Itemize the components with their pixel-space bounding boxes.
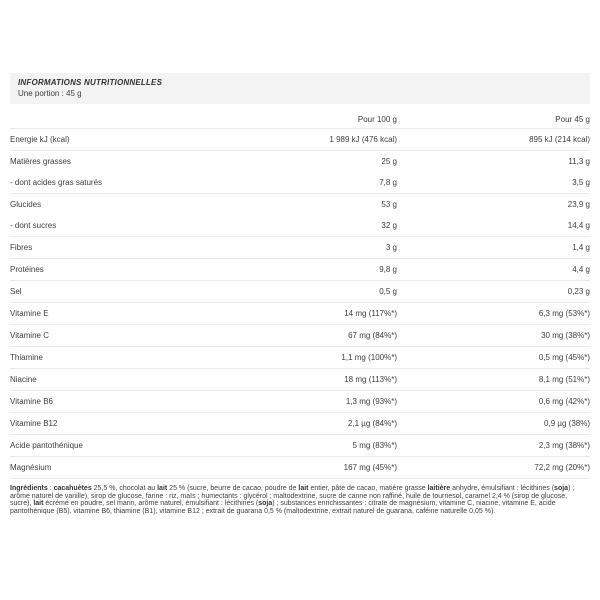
value-per-100g: 5 mg (83%*) xyxy=(352,441,397,450)
table-row xyxy=(10,151,590,172)
value-per-45g: 0,23 g xyxy=(567,287,590,296)
ingredient-bold-term: Ingrédients xyxy=(10,485,48,492)
value-per-100g: 167 mg (45%*) xyxy=(343,463,397,472)
table-row xyxy=(10,457,590,478)
table-row xyxy=(10,435,590,456)
nutrient-label: Sel xyxy=(10,287,22,296)
table-body xyxy=(10,128,590,478)
value-per-100g: 1,3 mg (93%*) xyxy=(345,397,397,406)
value-per-45g: 30 mg (38%*) xyxy=(541,331,590,340)
table-section xyxy=(10,258,590,280)
ingredients-paragraph xyxy=(10,485,590,515)
value-per-100g: 67 mg (84%*) xyxy=(348,331,397,340)
nutrient-label: - dont acides gras saturés xyxy=(10,178,103,187)
value-per-45g: 11,3 g xyxy=(568,157,590,166)
column-header-per-45g: Pour 45 g xyxy=(555,115,590,124)
value-per-45g: 72,2 mg (20%*) xyxy=(534,463,590,472)
value-per-45g: 6,3 mg (53%*) xyxy=(538,309,590,318)
value-per-45g: 8,1 mg (51%*) xyxy=(538,375,590,384)
value-per-45g: 0,9 µg (38%) xyxy=(544,419,590,428)
value-per-100g: 53 g xyxy=(381,200,397,209)
nutrient-label: Fibres xyxy=(10,243,33,252)
value-per-100g: 18 mg (113%*) xyxy=(344,375,397,384)
value-per-100g: 9,8 g xyxy=(379,265,397,274)
table-section xyxy=(10,324,590,346)
value-per-100g: 1,1 mg (100%*) xyxy=(341,353,397,362)
nutrient-label: Glucides xyxy=(10,200,42,209)
value-per-100g: 2,1 µg (84%*) xyxy=(347,419,397,428)
nutrient-label: Matières grasses xyxy=(10,157,71,166)
nutrient-label: Vitamine E xyxy=(10,309,49,318)
nutrient-label: Vitamine C xyxy=(10,331,49,340)
table-section xyxy=(10,368,590,390)
nutrient-label: Acide pantothénique xyxy=(10,441,83,450)
table-section xyxy=(10,302,590,324)
value-per-100g: 32 g xyxy=(381,221,397,230)
nutrition-table xyxy=(10,111,590,479)
value-per-45g: 3,5 g xyxy=(572,178,590,187)
nutrient-label: Vitamine B12 xyxy=(10,419,58,428)
table-row xyxy=(10,325,590,346)
table-section xyxy=(10,456,590,478)
value-per-45g: 4,4 g xyxy=(572,265,590,274)
table-row xyxy=(10,215,590,236)
nutrient-label: Vitamine B6 xyxy=(10,397,53,406)
table-header-row xyxy=(10,111,590,128)
nutrient-label: - dont sucres xyxy=(10,221,57,230)
value-per-45g: 0,5 mg (45%*) xyxy=(538,353,590,362)
table-row xyxy=(10,194,590,215)
ingredient-text: écrémé en poudre, sel marin, arôme naturel, émulsifiant : lécithines ( xyxy=(43,500,259,508)
table-row xyxy=(10,281,590,302)
ingredient-bold-term: soja xyxy=(258,500,273,508)
ingredient-text: anhydre, émulsifiant : lécithines ( xyxy=(450,485,555,492)
value-per-100g: 0,5 g xyxy=(379,287,397,296)
table-row xyxy=(10,129,590,150)
ingredient-text: : xyxy=(47,485,54,492)
value-per-100g: 3 g xyxy=(385,243,397,252)
value-per-45g: 14,4 g xyxy=(567,221,590,230)
ingredient-text: 25 % (sucre, beurre de cacao, poudre de xyxy=(167,485,299,492)
nutrient-label: Magnésium xyxy=(10,463,52,472)
ingredient-bold-term: lait xyxy=(33,500,44,508)
value-per-100g: 7,8 g xyxy=(379,178,397,187)
table-row xyxy=(10,369,590,390)
nutrient-label: Protéines xyxy=(10,265,44,274)
table-section xyxy=(10,346,590,368)
table-section xyxy=(10,434,590,456)
table-section xyxy=(10,236,590,258)
table-row xyxy=(10,237,590,258)
table-section xyxy=(10,128,590,150)
nutrient-label: Niacine xyxy=(10,375,37,384)
value-per-45g: 2,3 mg (38%*) xyxy=(538,441,590,450)
nutrient-label: Energie kJ (kcal) xyxy=(10,135,70,144)
table-row xyxy=(10,303,590,324)
nutrient-label: Thiamine xyxy=(10,353,43,362)
value-per-100g: 14 mg (117%*) xyxy=(344,309,397,318)
table-row xyxy=(10,172,590,193)
table-section xyxy=(10,390,590,412)
table-section xyxy=(10,193,590,236)
ingredient-bold-term: laitière xyxy=(427,485,451,492)
table-section xyxy=(10,412,590,434)
ingredient-text: 25,5 %, chocolat au xyxy=(91,485,158,492)
table-row xyxy=(10,413,590,434)
table-row xyxy=(10,347,590,368)
value-per-45g: 895 kJ (214 kcal) xyxy=(529,135,590,144)
ingredient-text: ) ; arôme naturel de vanille), sirop de glucose, farine : riz, maïs ; humectants : glycérol ; maltodextrine, sucre de canne non raffiné, huile de tournesol, caramel 2,4 % (sirop de glucose, sucre), xyxy=(10,485,575,508)
ingredient-text: ) ; substances enrichissantes : citrate de magnésium, vitamine C, niacine, vitamine E, acide pantothénique (B5), vitamine B6, thiamine (B1), vitamine B12 ; extrait de guarana 0,5 % (maltodextrine, extrait naturel de guarana, caféine naturelle 0,05 %). xyxy=(10,500,556,515)
column-header-per-100g: Pour 100 g xyxy=(357,115,397,124)
table-section xyxy=(10,150,590,193)
value-per-100g: 25 g xyxy=(381,157,397,166)
ingredient-bold-term: lait xyxy=(298,485,309,492)
value-per-45g: 1,4 g xyxy=(572,243,590,252)
ingredient-bold-term: lait xyxy=(157,485,168,492)
ingredient-bold-term: cacahuètes xyxy=(53,485,92,492)
table-section xyxy=(10,280,590,302)
value-per-100g: 1 989 kJ (476 kcal) xyxy=(329,135,397,144)
nutrition-title: INFORMATIONS NUTRITIONNELLES xyxy=(18,78,163,87)
table-row xyxy=(10,391,590,412)
ingredient-text: entier, pâte de cacao, matière grasse xyxy=(308,485,428,492)
nutrition-header xyxy=(10,73,590,104)
ingredient-bold-term: soja xyxy=(554,485,569,492)
portion-size: Une portion : 45 g xyxy=(18,89,82,98)
value-per-45g: 0,6 mg (42%*) xyxy=(538,397,590,406)
table-row xyxy=(10,259,590,280)
value-per-45g: 23,9 g xyxy=(567,200,590,209)
